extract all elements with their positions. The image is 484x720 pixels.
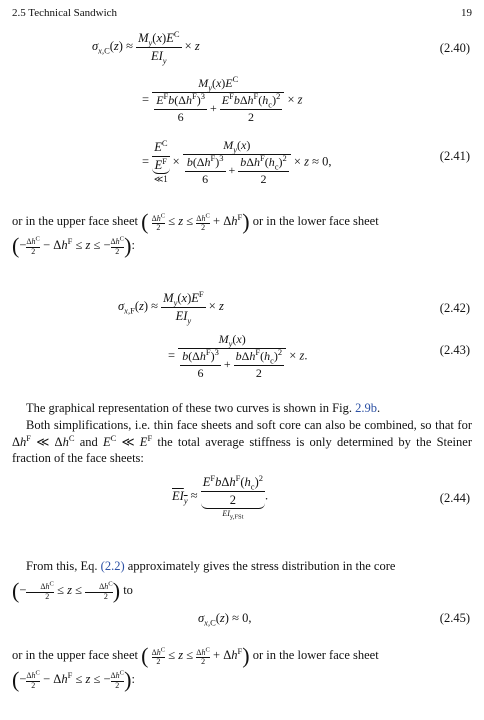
figure-link[interactable]: 2.9b xyxy=(355,401,377,415)
equation-number: (2.41) xyxy=(439,149,470,163)
steiner-label: $\overline{EI}_{y,FSt}$ xyxy=(222,509,244,521)
paragraph-from-this: From this, Eq. (2.2) approximately gives the stress distribution in the core ($-\frac{\Delta h^C}{2}$ ≤ $z \le \frac{\Delta h^C}{2}$ ) to xyxy=(12,559,396,603)
paragraph-simplifications: Both simplifications, i.e. thin face sheets and soft core can also be combined, so that for $\Delta h^F$ ≪ $\Delta h^C$ and $E^C$ ≪ $E^F$ the total average stiffness is only determined by the Steiner fraction of the face sheets: xyxy=(12,418,472,465)
equation-number: (2.45) xyxy=(439,611,470,625)
equation-number: (2.42) xyxy=(439,301,470,315)
running-header xyxy=(12,6,472,21)
section-title: 2.5 Technical Sandwich xyxy=(12,7,118,19)
paragraph-graphical: The graphical representation of these two curves is shown in Fig. 2.9b. xyxy=(26,401,381,415)
equation-number: (2.44) xyxy=(439,491,470,505)
much-less-label: ≪1 xyxy=(153,174,168,185)
equation-number: (2.40) xyxy=(439,41,470,55)
page: 2.5 Technical Sandwich 19 $\sigma_{x,C}(z)$ ≈ $\frac{M_y(x)E^C}{EI_y}$ × z (2.40) = $M_y(x)E^C$ $\frac{E^Fb(\Delta h^F)^3}{6}$ + $\frac{E^Fb\Delta h^F(h_c)^2}{2}$ × z = $\frac{E^C}{E^F}$ ≪1 × $M_y(x)$ $\frac{b(\Delta h^F)^3}{6}$ + $\frac{b\Delta h^F(h_c)^2}{2}$ × z ≈ 0, (2.41) or in the upper face sheet ( $\frac{\Delta h^C}{2}$ ≤ $z \le \frac{\Delta h^C}{2}$ + $\Delta h^F$) or in the lower face sheet ($-\frac{\Delta h^C}{2}$ − $\Delta h^F \le z \le -\frac{\Delta h^C}{2}$ ): $\sigma_{x,F}(z)$ ≈ $\frac{M_y(x)E^F}{EI_y}$ × z (2.42) = $M_y(x)$ $\frac{b(\Delta h^F)^3}{6}$ + $\frac{b\Delta h^F(h_c)^2}{2}$ × z. (2.43) The graphical representation of these two curves is shown in Fig. 2.9b. Both simplifications, i.e. thin face sheets and soft core can also be combined, so that for $\Delta h^F$ ≪ $\Delta h^C$ and $E^C$ ≪ $E^F$ the total average stiffness is only determined by the Steiner fraction of the face sheets: $EI_y$ ≈ $\frac{E^Fb\Delta h^F(h_c)^2}{2}$ $\overline{EI}_{y,FSt}$ . (2.44) From this, Eq. (2.2) approximately gives the stress distribution in the core ($-\frac{\Delta h^C}{2}$ ≤ $z \le \frac{\Delta h^C}{2}$ ) to $\sigma_{x,C}(z) \approx 0$, (2.45) or in the upper face sheet ( $\frac{\Delta h^C}{2}$ ≤ $z \le \frac{\Delta h^C}{2}$ + $\Delta h^F$) or in the lower face sheet ($-\frac{\Delta h^C}{2}$ − $\Delta h^F \le z \le -\frac{\Delta h^C}{2}$ ): xyxy=(12,7,472,692)
paragraph-face-sheets-1: or in the upper face sheet ( $\frac{\Delta h^C}{2}$ ≤ $z \le \frac{\Delta h^C}{2}$ + $\Delta h^F$) or in the lower face sheet ($-\frac{\Delta h^C}{2}$ − $\Delta h^F \le z \le -\frac{\Delta h^C}{2}$ ): xyxy=(12,209,379,258)
equation-number: (2.43) xyxy=(439,343,470,357)
paragraph-face-sheets-2: or in the upper face sheet ( $\frac{\Delta h^C}{2}$ ≤ $z \le \frac{\Delta h^C}{2}$ + $\Delta h^F$) or in the lower face sheet ($-\frac{\Delta h^C}{2}$ − $\Delta h^F \le z \le -\frac{\Delta h^C}{2}$ ): xyxy=(12,643,379,692)
page-number: 19 xyxy=(461,7,472,19)
equation-link[interactable]: (2.2) xyxy=(100,559,125,573)
